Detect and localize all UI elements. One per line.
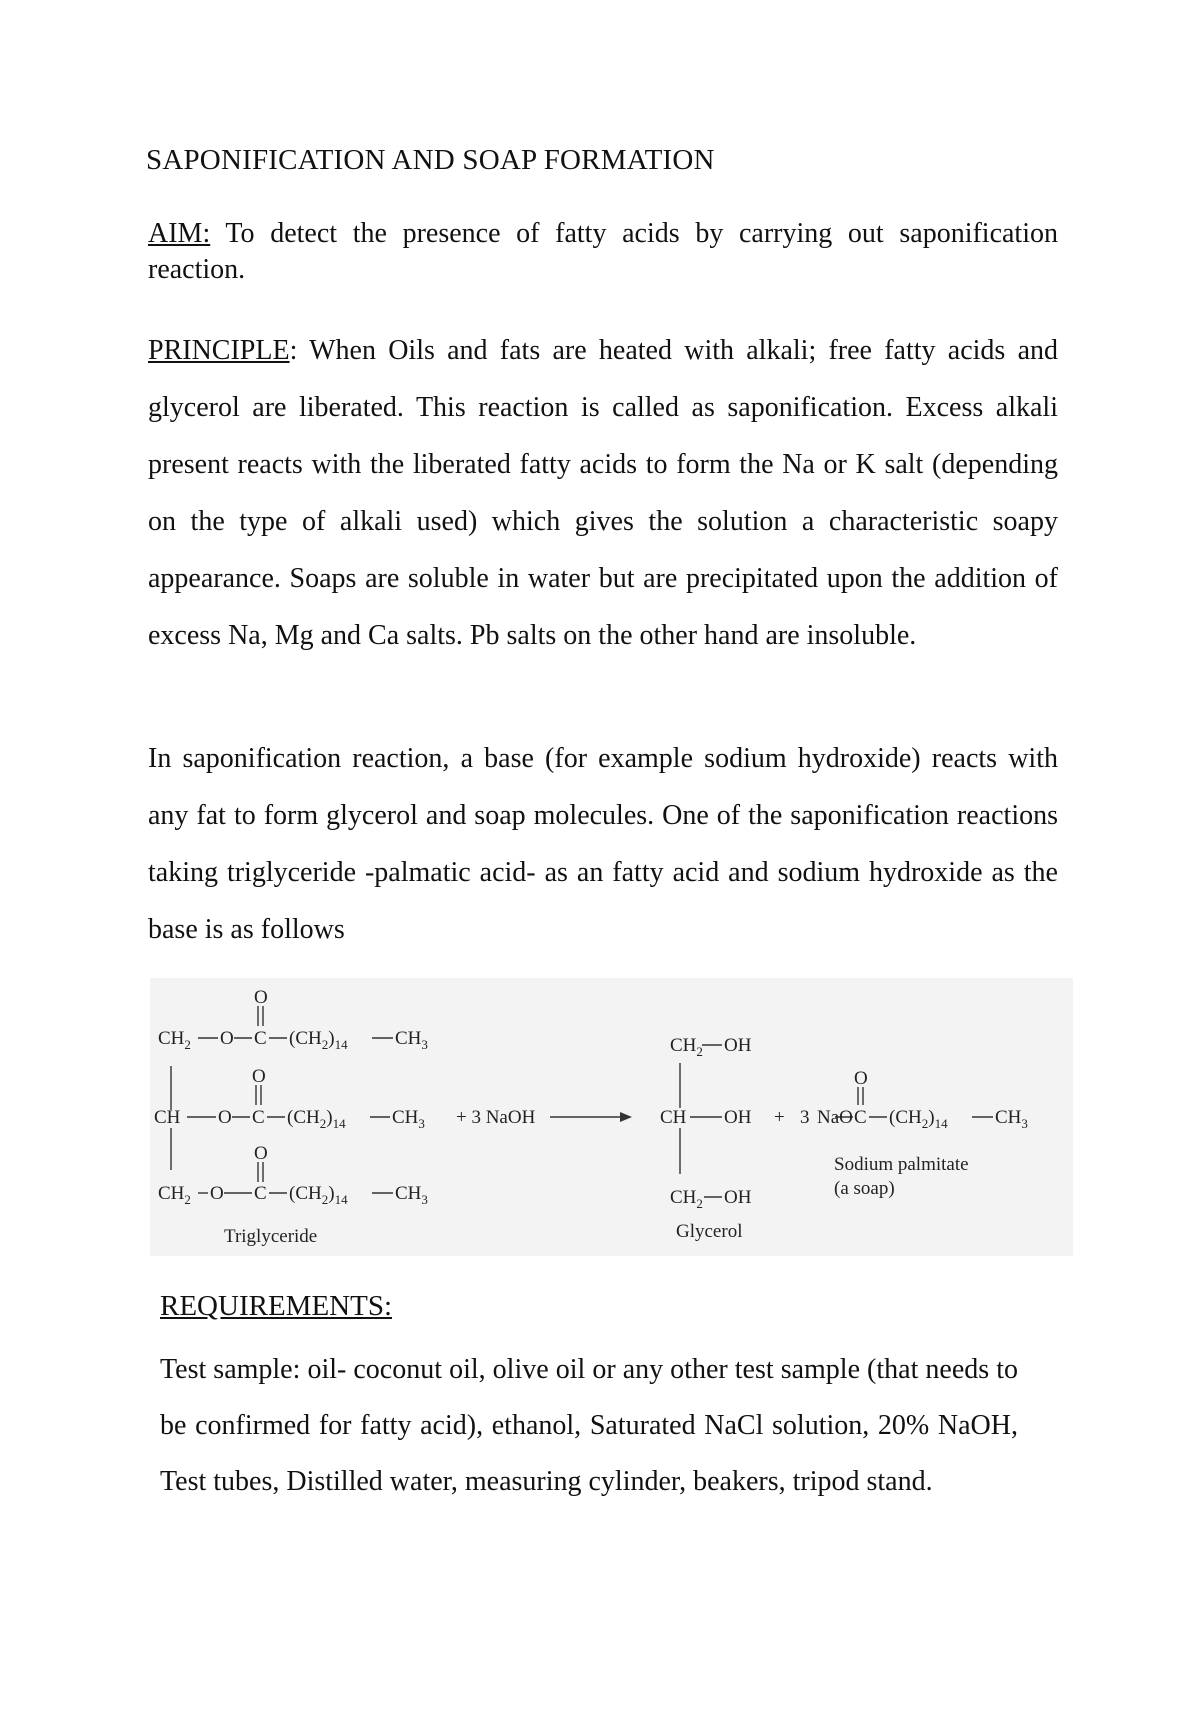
soap-coefficient: 3	[800, 1107, 810, 1128]
glycerol-oh-top: OH	[724, 1035, 752, 1056]
chain-r1: $(CH_2)_{14}$	[289, 1028, 348, 1052]
reaction-diagram	[150, 978, 1073, 1256]
atom-c-r3: C	[254, 1183, 267, 1204]
atom-ch3-r2: $CH_3$	[392, 1107, 425, 1131]
atom-ch-r2: CH	[154, 1107, 181, 1128]
atom-o-ester-r1: O	[220, 1028, 234, 1049]
saponification-paragraph: In saponification reaction, a base (for example sodium hydroxide) reacts with any fat to form glycerol and soap molecules. One of the saponification reactions taking triglyceride -palmatic acid- as an fatty acid and sodium hydroxide as the base is as follows	[148, 743, 1058, 945]
soap-o: O	[854, 1068, 868, 1089]
triglyceride-label: Triglyceride	[224, 1226, 318, 1247]
soap-c: C	[854, 1107, 867, 1128]
principle-label: PRINCIPLE	[148, 335, 290, 366]
principle-text: : When Oils and fats are heated with alkali; free fatty acids and glycerol are liberated. This reaction is called as saponification. Excess alkali present reacts with the liberated fatty acids to form the Na or K salt (depending on the type of alkali used) which gives the solution a characteristic soapy appearance. Soaps are soluble in water but are precipitated upon the addition of excess Na, Mg and Ca salts. Pb salts on the other hand are insoluble.	[148, 335, 1058, 651]
atom-ch2-r1: $CH_2$	[158, 1028, 191, 1052]
glycerol-oh-mid: OH	[724, 1107, 752, 1128]
atom-o-ester-r3: O	[210, 1183, 224, 1204]
reagent-naoh: + 3 NaOH	[456, 1107, 536, 1128]
plus-sign: +	[774, 1107, 785, 1128]
glycerol-label: Glycerol	[676, 1221, 743, 1242]
glycerol-ch-mid: CH	[660, 1107, 687, 1128]
reaction-arrow-head	[620, 1112, 632, 1122]
atom-o-r2: O	[252, 1066, 266, 1087]
glycerol-oh-bottom: OH	[724, 1187, 752, 1208]
chain-r2: $(CH_2)_{14}$	[287, 1107, 346, 1131]
chain-r3: $(CH_2)_{14}$	[289, 1183, 348, 1207]
soap-ch3: $CH_3$	[995, 1107, 1028, 1131]
soap-chain: $(CH_2)_{14}$	[889, 1107, 948, 1131]
aim-text: To detect the presence of fatty acids by carrying out saponification reaction.	[148, 218, 1058, 285]
aim-paragraph	[148, 216, 1058, 288]
principle-paragraph	[148, 322, 1058, 664]
requirements-heading: REQUIREMENTS:	[160, 1290, 392, 1322]
glycerol-ch2-top: $CH_2$	[670, 1035, 703, 1059]
soap-note-label: (a soap)	[834, 1178, 895, 1199]
atom-c-r2: C	[252, 1107, 265, 1128]
requirements-paragraph: Test sample: oil- coconut oil, olive oil or any other test sample (that needs to be confirmed for fatty acid), ethanol, Saturated NaCl solution, 20% NaOH, Test tubes, Distilled water, measuring cylinder, beakers, tripod stand.	[160, 1354, 1018, 1497]
saponification-reaction-figure	[150, 978, 1073, 1256]
soap-nao: NaO	[817, 1107, 853, 1128]
aim-label: AIM:	[148, 218, 211, 249]
atom-o-r3: O	[254, 1143, 268, 1164]
atom-ch3-r1: $CH_3$	[395, 1028, 428, 1052]
atom-o-r1: O	[254, 987, 268, 1008]
atom-ch2-r3: $CH_2$	[158, 1183, 191, 1207]
atom-o-ester-r2: O	[218, 1107, 232, 1128]
atom-c-r1: C	[254, 1028, 267, 1049]
soap-name-label: Sodium palmitate	[834, 1154, 969, 1175]
document-title: SAPONIFICATION AND SOAP FORMATION	[146, 144, 715, 176]
glycerol-ch2-bottom: $CH_2$	[670, 1187, 703, 1211]
atom-ch3-r3: $CH_3$	[395, 1183, 428, 1207]
